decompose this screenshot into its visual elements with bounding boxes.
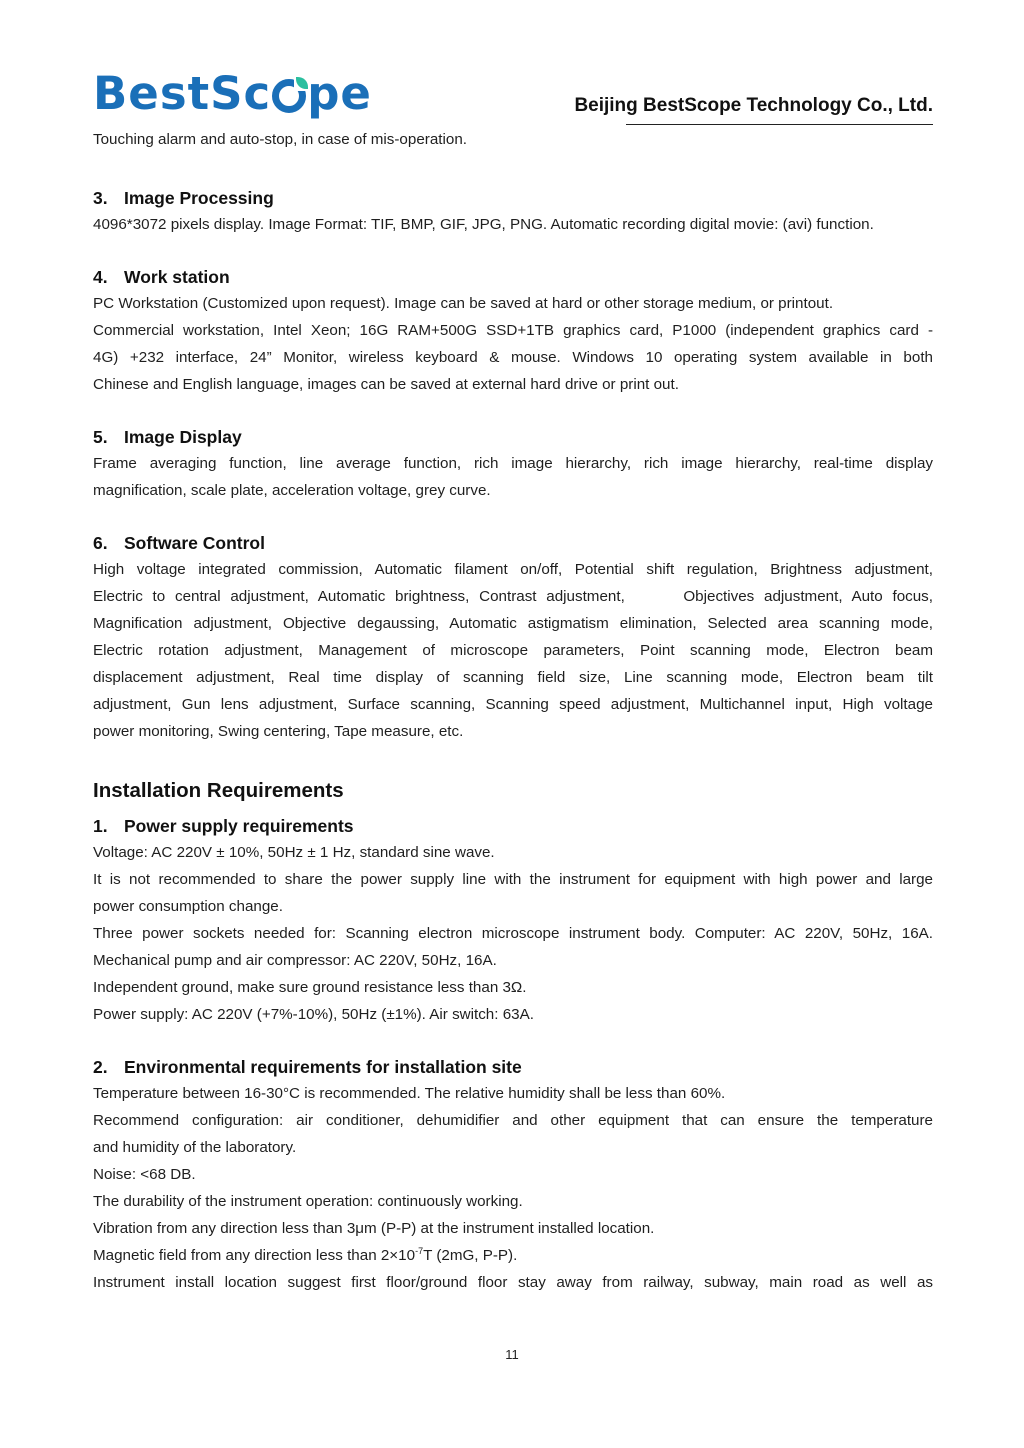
paragraph-line: Commercial workstation, Intel Xeon; 16G RAM+500G SSD+1TB graphics card, P1000 (independent graphics card -	[93, 322, 933, 339]
paragraph-line: Electric rotation adjustment, Management of microscope parameters, Point scanning mode, Electron beam	[93, 642, 933, 659]
logo-text-part-1: BestSc	[93, 67, 272, 120]
paragraph-line: High voltage integrated commission, Automatic filament on/off, Potential shift regulation, Brightness adjustment,	[93, 561, 933, 578]
magnetic-field-line: Magnetic field from any direction less than $2\times 10^{-7}T$ (2mG, P-P).	[93, 1245, 518, 1264]
section-heading-image-display: 5. Image Display	[93, 427, 242, 447]
section-heading-power-supply: 1. Power supply requirements	[93, 816, 354, 836]
section-heading-image-processing: 3. Image Processing	[93, 188, 274, 208]
paragraph-line: 4096*3072 pixels display. Image Format: TIF, BMP, GIF, JPG, PNG. Automatic recording digital movie: (avi) function.	[93, 216, 874, 233]
paragraph-line: Temperature between 16-30°C is recommended. The relative humidity shall be less than 60%.	[93, 1085, 726, 1102]
header-divider	[626, 124, 933, 125]
paragraph-line: Recommend configuration: air conditioner, dehumidifier and other equipment that can ensure the temperature	[93, 1112, 933, 1129]
page-header	[93, 68, 933, 126]
paragraph-line: Mechanical pump and air compressor: AC 220V, 50Hz, 16A.	[93, 952, 497, 969]
paragraph-line: power consumption change.	[93, 898, 283, 915]
installation-requirements-heading: Installation Requirements	[93, 779, 344, 802]
paragraph-line: and humidity of the laboratory.	[93, 1139, 297, 1156]
paragraph-line: Voltage: AC 220V ± 10%, 50Hz ± 1 Hz, standard sine wave.	[93, 844, 495, 861]
paragraph-line: Three power sockets needed for: Scanning electron microscope instrument body. Computer: AC 220V, 50Hz, 16A.	[93, 925, 933, 942]
paragraph-line: 4G) +232 interface, 24” Monitor, wireless keyboard & mouse. Windows 10 operating system available in both	[93, 349, 933, 366]
paragraph-line: PC Workstation (Customized upon request). Image can be saved at hard or other storage medium, or printout.	[93, 295, 834, 312]
paragraph-line: Chinese and English language, images can be saved at external hard drive or print out.	[93, 376, 679, 393]
paragraph-line: Noise: <68 DB.	[93, 1166, 196, 1183]
paragraph-line: It is not recommended to share the power supply line with the instrument for equipment with high power and large	[93, 871, 933, 888]
paragraph-line: Instrument install location suggest first floor/ground floor stay away from railway, subway, main road as well as	[93, 1274, 933, 1291]
paragraph-line: Vibration from any direction less than 3μm (P-P) at the instrument installed location.	[93, 1220, 655, 1237]
section-heading-environmental: 2. Environmental requirements for installation site	[93, 1057, 522, 1077]
logo-o-leaf-icon	[272, 79, 306, 113]
paragraph-line: power monitoring, Swing centering, Tape measure, etc.	[93, 723, 464, 740]
intro-line: Touching alarm and auto-stop, in case of mis-operation.	[93, 131, 467, 148]
paragraph-line: The durability of the instrument operation: continuously working.	[93, 1193, 523, 1210]
paragraph-line: magnification, scale plate, acceleration voltage, grey curve.	[93, 482, 491, 499]
bestscope-logo	[93, 68, 372, 120]
paragraph-line: Frame averaging function, line average function, rich image hierarchy, rich image hierarchy, real-time display	[93, 455, 933, 472]
section-heading-software-control: 6. Software Control	[93, 533, 265, 553]
page-number: 11	[505, 1347, 519, 1362]
paragraph-line: adjustment, Gun lens adjustment, Surface scanning, Scanning speed adjustment, Multichannel input, High voltage	[93, 696, 933, 713]
paragraph-line: Power supply: AC 220V (+7%-10%), 50Hz (±1%). Air switch: 63A.	[93, 1006, 534, 1023]
logo-text-part-2: pe	[307, 67, 372, 120]
paragraph-line: Electric to central adjustment, Automatic brightness, Contrast adjustment, Objectives adjustment, Auto focus,	[93, 588, 933, 605]
document-body	[93, 126, 933, 1296]
company-name: Beijing BestScope Technology Co., Ltd.	[574, 95, 933, 116]
section-heading-work-station: 4. Work station	[93, 267, 230, 287]
paragraph-line: Independent ground, make sure ground resistance less than 3Ω.	[93, 979, 527, 996]
paragraph-line: displacement adjustment, Real time display of scanning field size, Line scanning mode, Electron beam tilt	[93, 669, 933, 686]
paragraph-line: Magnification adjustment, Objective degaussing, Automatic astigmatism elimination, Selected area scanning mode,	[93, 615, 933, 632]
